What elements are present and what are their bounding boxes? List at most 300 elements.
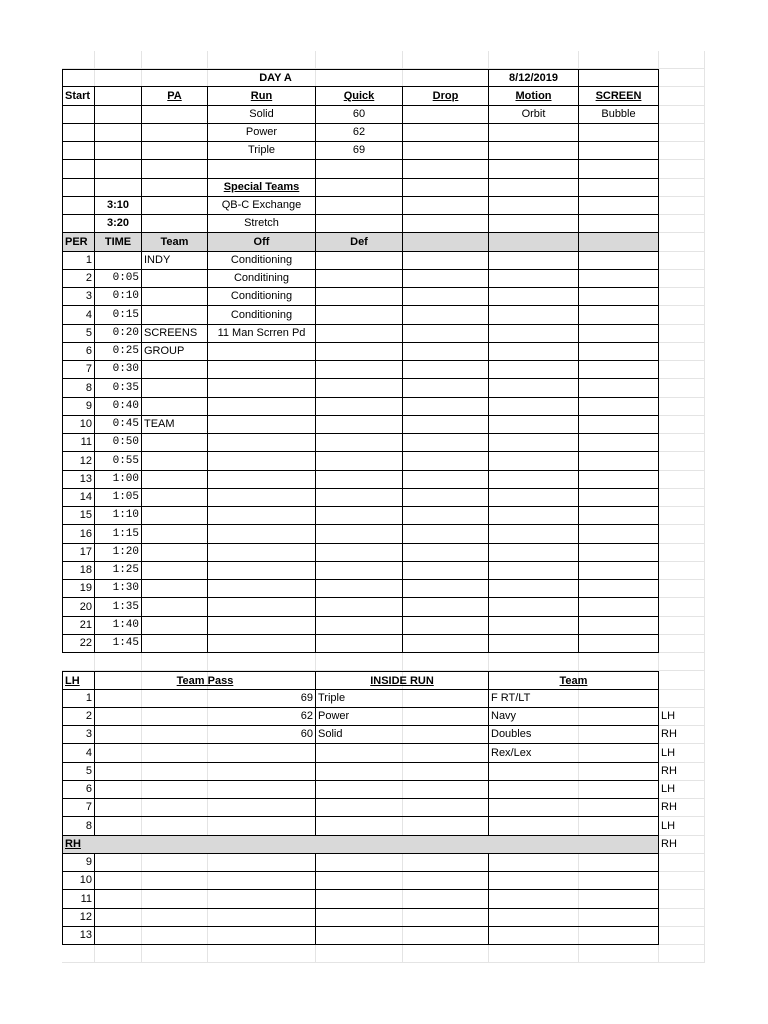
column-header: Quick xyxy=(316,87,403,106)
period-defense xyxy=(316,398,403,416)
period-cell xyxy=(489,471,579,489)
play-cell xyxy=(142,179,208,197)
period-offense xyxy=(208,580,316,598)
period-team xyxy=(142,288,208,306)
play-cell xyxy=(142,197,208,215)
period-offense xyxy=(208,525,316,544)
team-pass-header: Team Pass xyxy=(95,671,316,690)
grid-cell xyxy=(62,653,95,671)
period-offense xyxy=(208,507,316,525)
period-number: 5 xyxy=(62,325,95,343)
side-label: RH xyxy=(661,728,677,740)
play-cell xyxy=(489,197,579,215)
grid-cell xyxy=(95,945,142,963)
play-cell xyxy=(579,142,659,160)
lh-row-number: 2 xyxy=(62,708,95,726)
play-cell xyxy=(489,142,579,160)
play-cell xyxy=(403,197,489,215)
period-cell xyxy=(403,525,489,544)
play-cell xyxy=(62,124,95,142)
grid-cell xyxy=(659,361,705,379)
period-offense xyxy=(208,343,316,361)
period-cell xyxy=(579,434,659,452)
inside-run-cell xyxy=(316,763,489,781)
grid-cell xyxy=(659,106,705,124)
play-cell xyxy=(62,215,95,233)
period-number: 11 xyxy=(62,434,95,452)
grid-cell xyxy=(659,160,705,179)
period-cell xyxy=(403,416,489,434)
period-cell xyxy=(489,361,579,379)
side-label: LH xyxy=(661,747,676,759)
period-time: 1:40 xyxy=(95,617,142,635)
period-cell xyxy=(489,379,579,398)
period-cell xyxy=(403,617,489,635)
lh-row-number: 5 xyxy=(62,763,95,781)
period-defense xyxy=(316,580,403,598)
period-offense xyxy=(208,635,316,653)
period-time: 1:35 xyxy=(95,598,142,617)
grid-cell xyxy=(659,452,705,471)
play-cell xyxy=(489,179,579,197)
team-cell: Rex/Lex xyxy=(489,744,659,763)
period-time: 0:20 xyxy=(95,325,142,343)
period-team xyxy=(142,507,208,525)
period-cell xyxy=(403,434,489,452)
grid-cell xyxy=(316,51,403,69)
period-team: SCREENS xyxy=(142,325,208,343)
period-number: 8 xyxy=(62,379,95,398)
play-cell xyxy=(95,106,142,124)
play-cell xyxy=(579,124,659,142)
grid-cell xyxy=(579,51,659,69)
period-cell xyxy=(579,452,659,471)
schedule-header xyxy=(489,233,579,252)
grid-cell xyxy=(659,580,705,598)
play-cell: QB-C Exchange xyxy=(208,197,316,215)
period-cell xyxy=(579,398,659,416)
period-number: 12 xyxy=(62,452,95,471)
period-offense xyxy=(208,471,316,489)
period-time: 0:50 xyxy=(95,434,142,452)
period-cell xyxy=(403,343,489,361)
play-cell xyxy=(62,106,95,124)
grid-cell xyxy=(659,416,705,434)
period-team xyxy=(142,562,208,580)
grid-cell xyxy=(659,233,705,252)
play-cell xyxy=(62,179,95,197)
period-cell xyxy=(403,361,489,379)
period-time: 0:05 xyxy=(95,270,142,288)
period-number: 22 xyxy=(62,635,95,653)
grid-cell xyxy=(403,945,489,963)
period-cell xyxy=(489,617,579,635)
column-header: Drop xyxy=(403,87,489,106)
period-defense xyxy=(316,252,403,270)
grid-cell xyxy=(659,872,705,890)
period-cell xyxy=(403,325,489,343)
grid-cell xyxy=(659,87,705,106)
period-cell xyxy=(403,252,489,270)
period-number: 1 xyxy=(62,252,95,270)
inside-run-cell xyxy=(316,854,489,872)
period-defense xyxy=(316,434,403,452)
grid-cell xyxy=(579,945,659,963)
play-cell: Bubble xyxy=(579,106,659,124)
side-label: RH xyxy=(661,765,677,777)
grid-cell xyxy=(142,945,208,963)
play-cell xyxy=(142,124,208,142)
period-time: 0:10 xyxy=(95,288,142,306)
period-offense xyxy=(208,434,316,452)
play-cell xyxy=(316,160,403,179)
team-cell xyxy=(489,854,659,872)
period-cell xyxy=(579,598,659,617)
grid-cell xyxy=(579,653,659,671)
grid-cell xyxy=(659,434,705,452)
side-label xyxy=(659,690,705,708)
period-team xyxy=(142,525,208,544)
period-defense xyxy=(316,306,403,325)
period-cell xyxy=(579,489,659,507)
team-cell xyxy=(489,817,659,836)
period-number: 16 xyxy=(62,525,95,544)
lh-row-number: 8 xyxy=(62,817,95,836)
grid-cell xyxy=(659,124,705,142)
period-offense xyxy=(208,398,316,416)
schedule-header: PER xyxy=(62,233,95,252)
period-team xyxy=(142,544,208,562)
period-cell xyxy=(579,562,659,580)
play-cell: 69 xyxy=(316,142,403,160)
grid-cell xyxy=(659,69,705,87)
period-cell xyxy=(489,507,579,525)
period-defense xyxy=(316,452,403,471)
period-cell xyxy=(489,452,579,471)
period-defense xyxy=(316,325,403,343)
period-cell xyxy=(579,544,659,562)
grid-cell xyxy=(659,306,705,325)
inside-run-cell: Solid xyxy=(316,726,489,744)
period-team: TEAM xyxy=(142,416,208,434)
period-team xyxy=(142,580,208,598)
period-cell xyxy=(403,452,489,471)
grid-cell xyxy=(489,945,579,963)
period-time: 0:55 xyxy=(95,452,142,471)
period-defense xyxy=(316,544,403,562)
inside-run-cell xyxy=(316,781,489,799)
play-cell xyxy=(489,215,579,233)
grid-cell xyxy=(659,617,705,635)
grid-cell xyxy=(403,653,489,671)
period-cell xyxy=(489,562,579,580)
play-cell xyxy=(403,179,489,197)
grid-cell xyxy=(659,854,705,872)
play-cell: Special Teams xyxy=(208,179,316,197)
period-cell xyxy=(489,598,579,617)
period-cell xyxy=(579,325,659,343)
period-offense: Conditioning xyxy=(208,306,316,325)
inside-run-cell xyxy=(316,909,489,927)
date-cell: 8/12/2019 xyxy=(489,69,579,87)
period-cell xyxy=(403,580,489,598)
period-cell xyxy=(489,416,579,434)
period-team xyxy=(142,398,208,416)
period-cell xyxy=(489,580,579,598)
period-offense xyxy=(208,379,316,398)
play-cell xyxy=(208,160,316,179)
play-cell: Stretch xyxy=(208,215,316,233)
play-cell xyxy=(489,124,579,142)
period-cell xyxy=(489,434,579,452)
play-cell xyxy=(489,160,579,179)
inside-run-cell xyxy=(316,744,489,763)
period-cell xyxy=(579,507,659,525)
grid-cell xyxy=(208,51,316,69)
schedule-header: Off xyxy=(208,233,316,252)
grid-cell xyxy=(489,51,579,69)
rh-row-number: 9 xyxy=(62,854,95,872)
period-cell xyxy=(403,471,489,489)
lh-row-number: 7 xyxy=(62,799,95,817)
rh-row-number: 12 xyxy=(62,909,95,927)
period-cell xyxy=(403,398,489,416)
grid-cell xyxy=(659,179,705,197)
lh-row-number: 3 xyxy=(62,726,95,744)
period-offense xyxy=(208,452,316,471)
period-team xyxy=(142,379,208,398)
play-cell xyxy=(316,179,403,197)
team-cell xyxy=(489,927,659,945)
schedule-header xyxy=(403,233,489,252)
period-offense xyxy=(208,598,316,617)
play-cell xyxy=(95,142,142,160)
period-number: 17 xyxy=(62,544,95,562)
grid-cell xyxy=(659,635,705,653)
side-label: LH xyxy=(661,710,676,722)
period-team: INDY xyxy=(142,252,208,270)
play-cell xyxy=(403,124,489,142)
team-cell: F RT/LT xyxy=(489,690,659,708)
grid-cell xyxy=(659,343,705,361)
period-defense xyxy=(316,525,403,544)
period-defense xyxy=(316,471,403,489)
grid-cell xyxy=(659,51,705,69)
play-cell xyxy=(142,106,208,124)
grid-cell xyxy=(659,598,705,617)
period-offense xyxy=(208,562,316,580)
grid-cell xyxy=(659,252,705,270)
grid-cell xyxy=(659,927,705,945)
rh-row-number: 11 xyxy=(62,890,95,909)
period-offense xyxy=(208,489,316,507)
period-cell xyxy=(403,635,489,653)
grid-cell xyxy=(659,507,705,525)
inside-run-cell: Triple xyxy=(316,690,489,708)
period-offense xyxy=(208,617,316,635)
period-number: 15 xyxy=(62,507,95,525)
team-cell xyxy=(489,781,659,799)
side-label: LH xyxy=(661,783,676,795)
period-cell xyxy=(579,525,659,544)
grid-cell xyxy=(659,544,705,562)
side-label: LH xyxy=(661,820,676,832)
period-cell xyxy=(489,398,579,416)
period-team xyxy=(142,471,208,489)
period-offense: Conditining xyxy=(208,270,316,288)
play-cell xyxy=(316,215,403,233)
period-defense xyxy=(316,379,403,398)
period-cell xyxy=(403,544,489,562)
rh-row-number: 13 xyxy=(62,927,95,945)
period-defense xyxy=(316,343,403,361)
grid-cell xyxy=(489,653,579,671)
play-cell xyxy=(403,215,489,233)
grid-cell xyxy=(659,379,705,398)
play-cell xyxy=(579,179,659,197)
play-cell: Orbit xyxy=(489,106,579,124)
team-pass-cell xyxy=(95,890,316,909)
team-cell xyxy=(489,890,659,909)
period-team xyxy=(142,452,208,471)
period-time: 1:20 xyxy=(95,544,142,562)
inside-run-cell xyxy=(316,872,489,890)
team-header: Team xyxy=(489,671,659,690)
period-time xyxy=(95,252,142,270)
period-time: 1:30 xyxy=(95,580,142,598)
period-number: 20 xyxy=(62,598,95,617)
period-cell xyxy=(579,635,659,653)
inside-run-header: INSIDE RUN xyxy=(316,671,489,690)
period-cell xyxy=(403,562,489,580)
period-cell xyxy=(489,544,579,562)
play-cell: 3:10 xyxy=(95,197,142,215)
team-pass-cell xyxy=(95,909,316,927)
play-cell xyxy=(62,142,95,160)
grid-cell xyxy=(659,525,705,544)
play-cell xyxy=(579,160,659,179)
period-cell xyxy=(403,270,489,288)
period-cell xyxy=(403,598,489,617)
play-cell: Solid xyxy=(208,106,316,124)
grid-cell xyxy=(659,489,705,507)
period-number: 10 xyxy=(62,416,95,434)
period-time: 0:35 xyxy=(95,379,142,398)
grid-cell xyxy=(659,671,705,690)
period-offense: Conditioning xyxy=(208,252,316,270)
inside-run-cell xyxy=(316,927,489,945)
column-header: PA xyxy=(142,87,208,106)
period-offense xyxy=(208,416,316,434)
inside-run-cell xyxy=(316,817,489,836)
play-cell xyxy=(62,197,95,215)
inside-run-cell xyxy=(316,890,489,909)
column-header: Run xyxy=(208,87,316,106)
period-time: 1:05 xyxy=(95,489,142,507)
period-number: 2 xyxy=(62,270,95,288)
period-defense xyxy=(316,416,403,434)
side-label: RH xyxy=(661,801,677,813)
period-number: 18 xyxy=(62,562,95,580)
rh-divider: RH xyxy=(62,836,659,854)
period-defense xyxy=(316,270,403,288)
period-number: 21 xyxy=(62,617,95,635)
period-cell xyxy=(489,306,579,325)
play-cell xyxy=(95,179,142,197)
period-time: 0:15 xyxy=(95,306,142,325)
period-cell xyxy=(489,288,579,306)
play-cell xyxy=(62,160,95,179)
team-cell xyxy=(489,872,659,890)
period-time: 1:10 xyxy=(95,507,142,525)
schedule-header: Def xyxy=(316,233,403,252)
team-pass-cell xyxy=(95,763,316,781)
play-cell xyxy=(142,142,208,160)
period-time: 1:45 xyxy=(95,635,142,653)
team-cell: Navy xyxy=(489,708,659,726)
period-defense xyxy=(316,598,403,617)
grid-cell xyxy=(659,890,705,909)
grid-cell xyxy=(62,51,95,69)
period-team xyxy=(142,361,208,379)
grid-cell xyxy=(659,398,705,416)
play-cell xyxy=(142,160,208,179)
period-team xyxy=(142,598,208,617)
period-offense: 11 Man Scrren Pd xyxy=(208,325,316,343)
period-number: 13 xyxy=(62,471,95,489)
lh-row-number: 4 xyxy=(62,744,95,763)
period-team: GROUP xyxy=(142,343,208,361)
grid-cell xyxy=(208,945,316,963)
column-header xyxy=(95,87,142,106)
lh-row-number: 1 xyxy=(62,690,95,708)
period-offense xyxy=(208,361,316,379)
period-cell xyxy=(489,343,579,361)
period-cell xyxy=(489,252,579,270)
period-team xyxy=(142,635,208,653)
grid-cell xyxy=(208,653,316,671)
period-defense xyxy=(316,617,403,635)
grid-cell xyxy=(316,945,403,963)
period-number: 19 xyxy=(62,580,95,598)
lh-header: LH xyxy=(62,671,95,690)
grid-cell xyxy=(316,653,403,671)
rh-row-number: 10 xyxy=(62,872,95,890)
period-team xyxy=(142,434,208,452)
period-cell xyxy=(579,288,659,306)
period-cell xyxy=(489,325,579,343)
play-cell xyxy=(95,124,142,142)
period-offense: Conditioning xyxy=(208,288,316,306)
team-pass-cell xyxy=(95,799,316,817)
period-cell xyxy=(579,343,659,361)
play-cell: Triple xyxy=(208,142,316,160)
period-cell xyxy=(403,288,489,306)
play-cell xyxy=(579,197,659,215)
period-cell xyxy=(579,617,659,635)
grid-cell xyxy=(659,653,705,671)
blank-cell xyxy=(579,69,659,87)
period-cell xyxy=(579,471,659,489)
inside-run-cell: Power xyxy=(316,708,489,726)
team-pass-cell xyxy=(95,872,316,890)
team-pass-cell xyxy=(95,927,316,945)
grid-cell xyxy=(659,142,705,160)
period-time: 0:25 xyxy=(95,343,142,361)
period-time: 0:30 xyxy=(95,361,142,379)
grid-cell xyxy=(659,945,705,963)
period-number: 6 xyxy=(62,343,95,361)
